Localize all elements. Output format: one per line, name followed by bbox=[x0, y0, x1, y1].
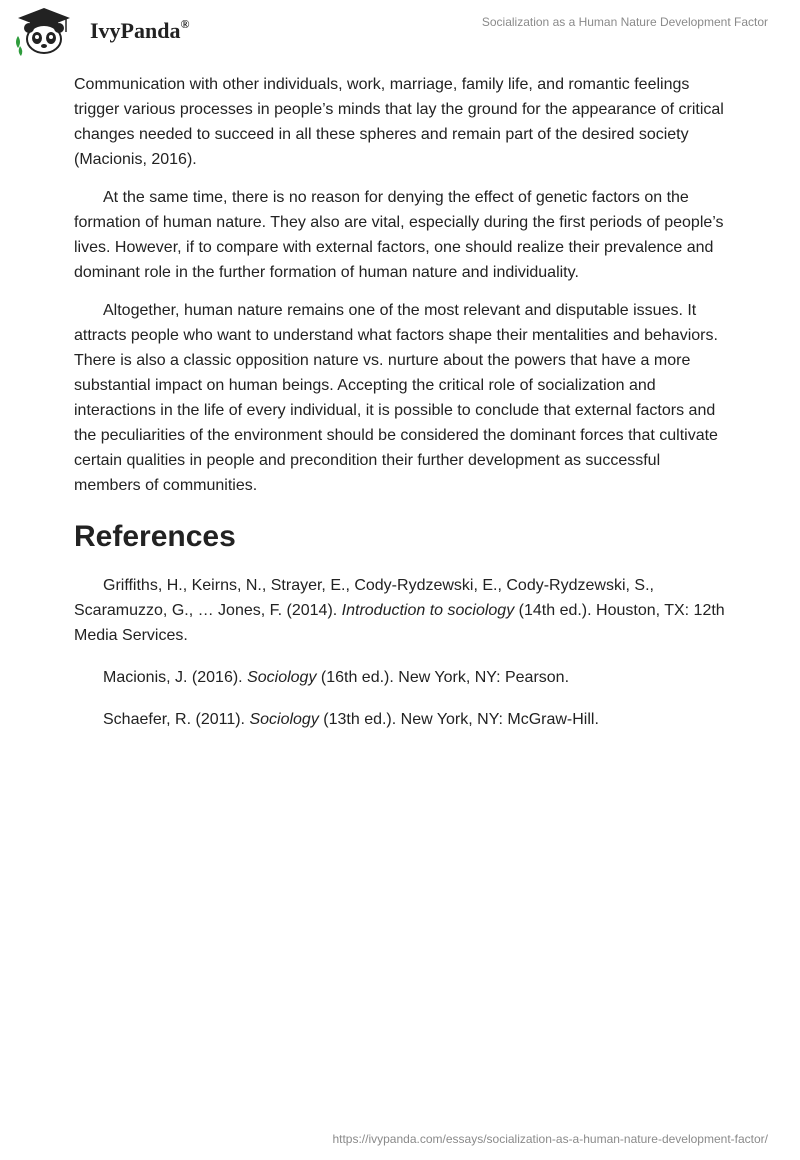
document-title: Socialization as a Human Nature Development Factor bbox=[481, 15, 768, 29]
reference-authors: Schaefer, R. (2011). bbox=[103, 711, 250, 728]
ivypanda-logo[interactable] bbox=[14, 6, 204, 58]
panda-graduate-icon bbox=[14, 6, 74, 58]
references-heading: References bbox=[74, 520, 236, 553]
body-paragraph: Communication with other individuals, work, marriage, family life, and romantic feelings trigger various processes in people’s minds that lay the ground for the appearance of critical changes needed to succeed in all these spheres and remain part of the desired society (Macionis, 2016). bbox=[74, 76, 724, 168]
brand-name: IvyPanda® bbox=[90, 16, 190, 43]
registered-mark: ® bbox=[180, 16, 190, 31]
reference-authors: Macionis, J. (2016). bbox=[103, 669, 248, 686]
reference-item bbox=[74, 707, 726, 732]
reference-publisher: (16th ed.). New York, NY: Pearson. bbox=[316, 669, 570, 686]
reference-publisher: (14th ed.). Houston, TX: 12th Media Services. bbox=[74, 602, 725, 644]
page-header bbox=[0, 0, 800, 64]
essay-content bbox=[74, 72, 726, 749]
reference-title: Sociology bbox=[247, 669, 317, 686]
reference-authors: Griffiths, H., Keirns, N., Strayer, E., Cody-Rydzewski, E., Cody-Rydzewski, S., Scaramuzzo, G., … Jones, F. (2014). bbox=[74, 577, 654, 619]
reference-item bbox=[74, 665, 726, 690]
reference-item bbox=[74, 573, 726, 648]
reference-title: Sociology bbox=[249, 711, 319, 728]
body-paragraph: Altogether, human nature remains one of the most relevant and disputable issues. It attracts people who want to understand what factors shape their mentalities and behaviors. There is also a classic opposition nature vs. nurture about the powers that have a more substantial impact on human beings. Accepting the critical role of socialization and interactions in the life of every individual, it is possible to conclude that external factors and the peculiarities of the environment should be considered the dominant forces that cultivate certain qualities in people and precondition their further development as successful members of communities. bbox=[74, 302, 718, 494]
reference-title: Introduction to sociology bbox=[341, 602, 515, 619]
reference-publisher: (13th ed.). New York, NY: McGraw-Hill. bbox=[318, 711, 599, 728]
source-url-link[interactable]: https://ivypanda.com/essays/socialization-as-a-human-nature-development-factor/ bbox=[332, 1132, 768, 1146]
body-paragraph: At the same time, there is no reason for denying the effect of genetic factors on the formation of human nature. They also are vital, especially during the first periods of people’s lives. However, if to compare with external factors, one should realize their prevalence and dominant role in the further formation of human nature and individuality. bbox=[74, 189, 724, 281]
